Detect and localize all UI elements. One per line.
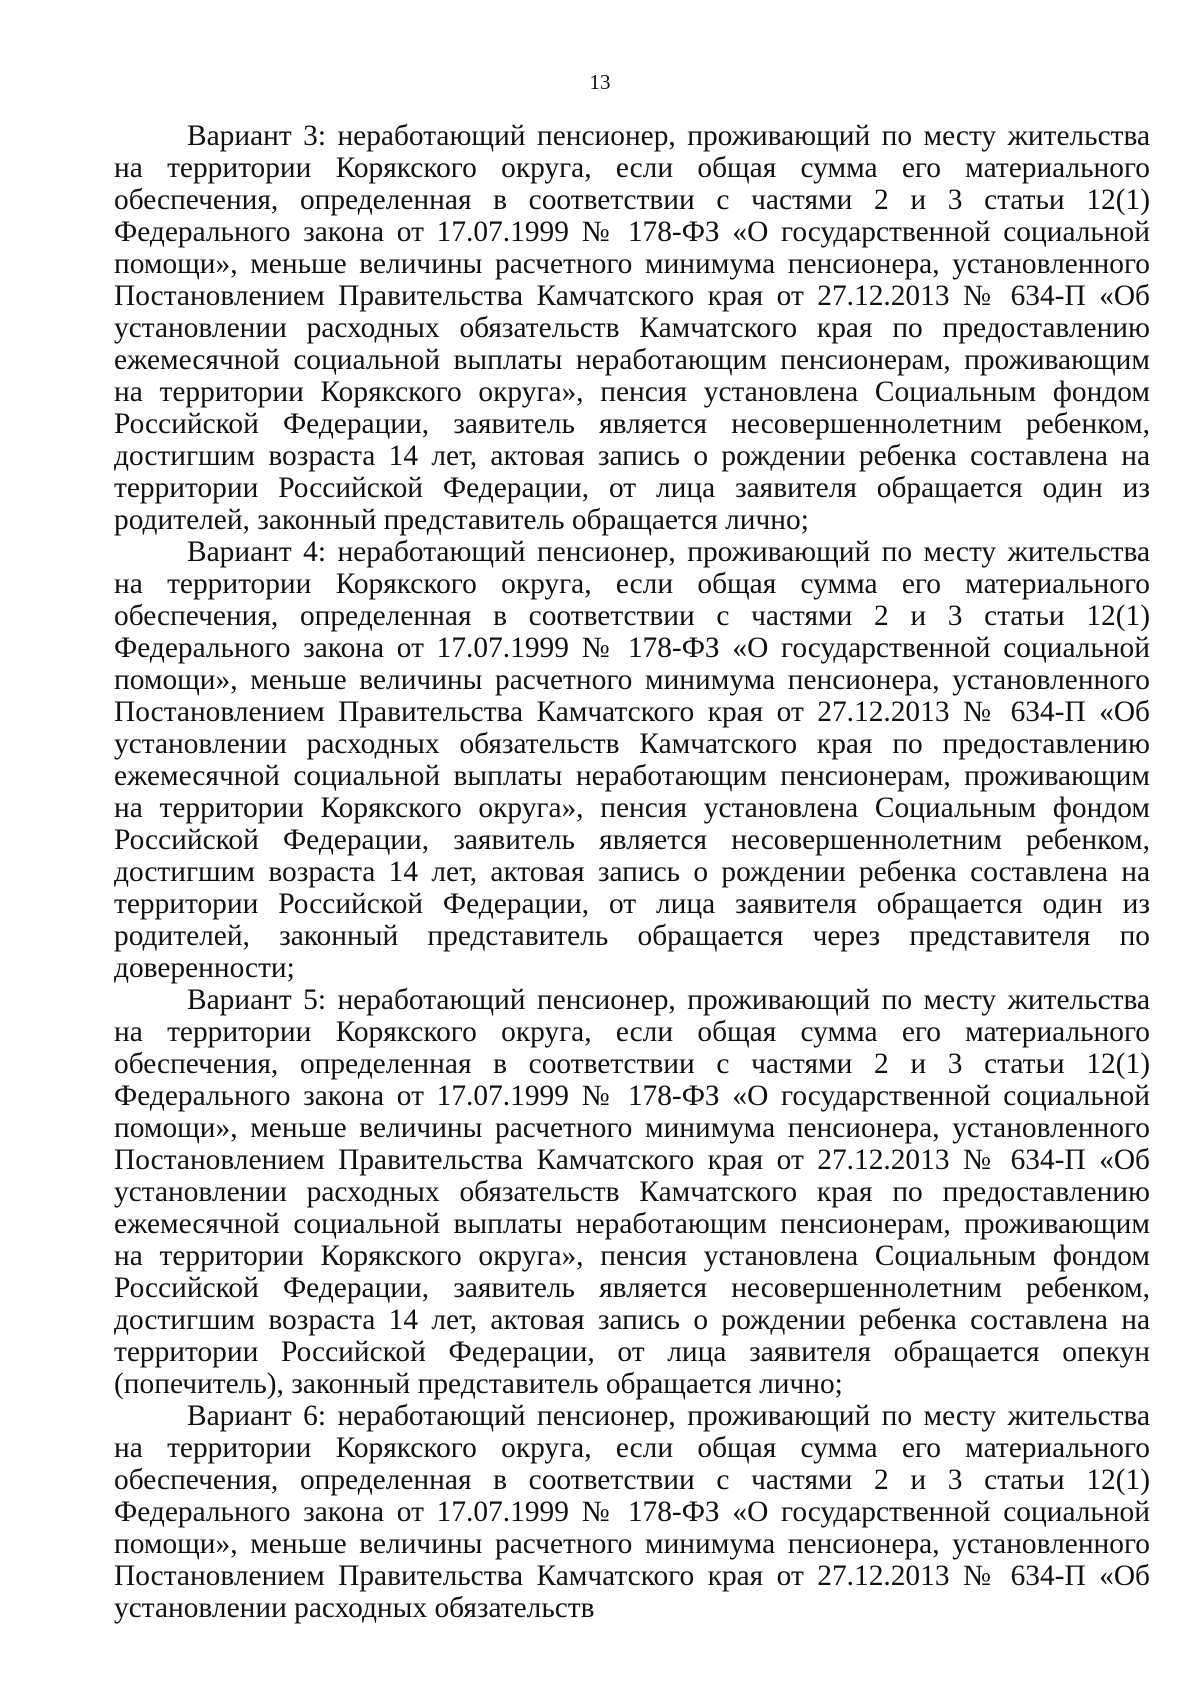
document-body <box>114 120 1150 1624</box>
paragraph-variant-4: Вариант 4: неработающий пенсионер, проживающий по месту жительства на территории Корякского округа, если общая сумма его материального обеспечения, определенная в соответствии с частями 2 и 3 статьи 12(1) Федерального закона от 17.07.1999 № 178-ФЗ «О государственной социальной помощи», меньше величины расчетного минимума пенсионера, установленного Постановлением Правительства Камчатского края от 27.12.2013 № 634-П «Об установлении расходных обязательств Камчатского края по предоставлению ежемесячной социальной выплаты неработающим пенсионерам, проживающим на территории Корякского округа», пенсия установлена Социальным фондом Российской Федерации, заявитель является несовершеннолетним ребенком, достигшим возраста 14 лет, актовая запись о рождении ребенка составлена на территории Российской Федерации, от лица заявителя обращается один из родителей, законный представитель обращается через представителя по доверенности; <box>114 536 1150 984</box>
paragraph-variant-6: Вариант 6: неработающий пенсионер, проживающий по месту жительства на территории Корякского округа, если общая сумма его материального обеспечения, определенная в соответствии с частями 2 и 3 статьи 12(1) Федерального закона от 17.07.1999 № 178-ФЗ «О государственной социальной помощи», меньше величины расчетного минимума пенсионера, установленного Постановлением Правительства Камчатского края от 27.12.2013 № 634-П «Об установлении расходных обязательств <box>114 1400 1150 1624</box>
paragraph-variant-5: Вариант 5: неработающий пенсионер, проживающий по месту жительства на территории Корякского округа, если общая сумма его материального обеспечения, определенная в соответствии с частями 2 и 3 статьи 12(1) Федерального закона от 17.07.1999 № 178-ФЗ «О государственной социальной помощи», меньше величины расчетного минимума пенсионера, установленного Постановлением Правительства Камчатского края от 27.12.2013 № 634-П «Об установлении расходных обязательств Камчатского края по предоставлению ежемесячной социальной выплаты неработающим пенсионерам, проживающим на территории Корякского округа», пенсия установлена Социальным фондом Российской Федерации, заявитель является несовершеннолетним ребенком, достигшим возраста 14 лет, актовая запись о рождении ребенка составлена на территории Российской Федерации, от лица заявителя обращается опекун (попечитель), законный представитель обращается лично; <box>114 984 1150 1400</box>
page-number: 13 <box>589 70 611 94</box>
paragraph-variant-3: Вариант 3: неработающий пенсионер, проживающий по месту жительства на территории Корякского округа, если общая сумма его материального обеспечения, определенная в соответствии с частями 2 и 3 статьи 12(1) Федерального закона от 17.07.1999 № 178-ФЗ «О государственной социальной помощи», меньше величины расчетного минимума пенсионера, установленного Постановлением Правительства Камчатского края от 27.12.2013 № 634-П «Об установлении расходных обязательств Камчатского края по предоставлению ежемесячной социальной выплаты неработающим пенсионерам, проживающим на территории Корякского округа», пенсия установлена Социальным фондом Российской Федерации, заявитель является несовершеннолетним ребенком, достигшим возраста 14 лет, актовая запись о рождении ребенка составлена на территории Российской Федерации, от лица заявителя обращается один из родителей, законный представитель обращается лично; <box>114 120 1150 536</box>
